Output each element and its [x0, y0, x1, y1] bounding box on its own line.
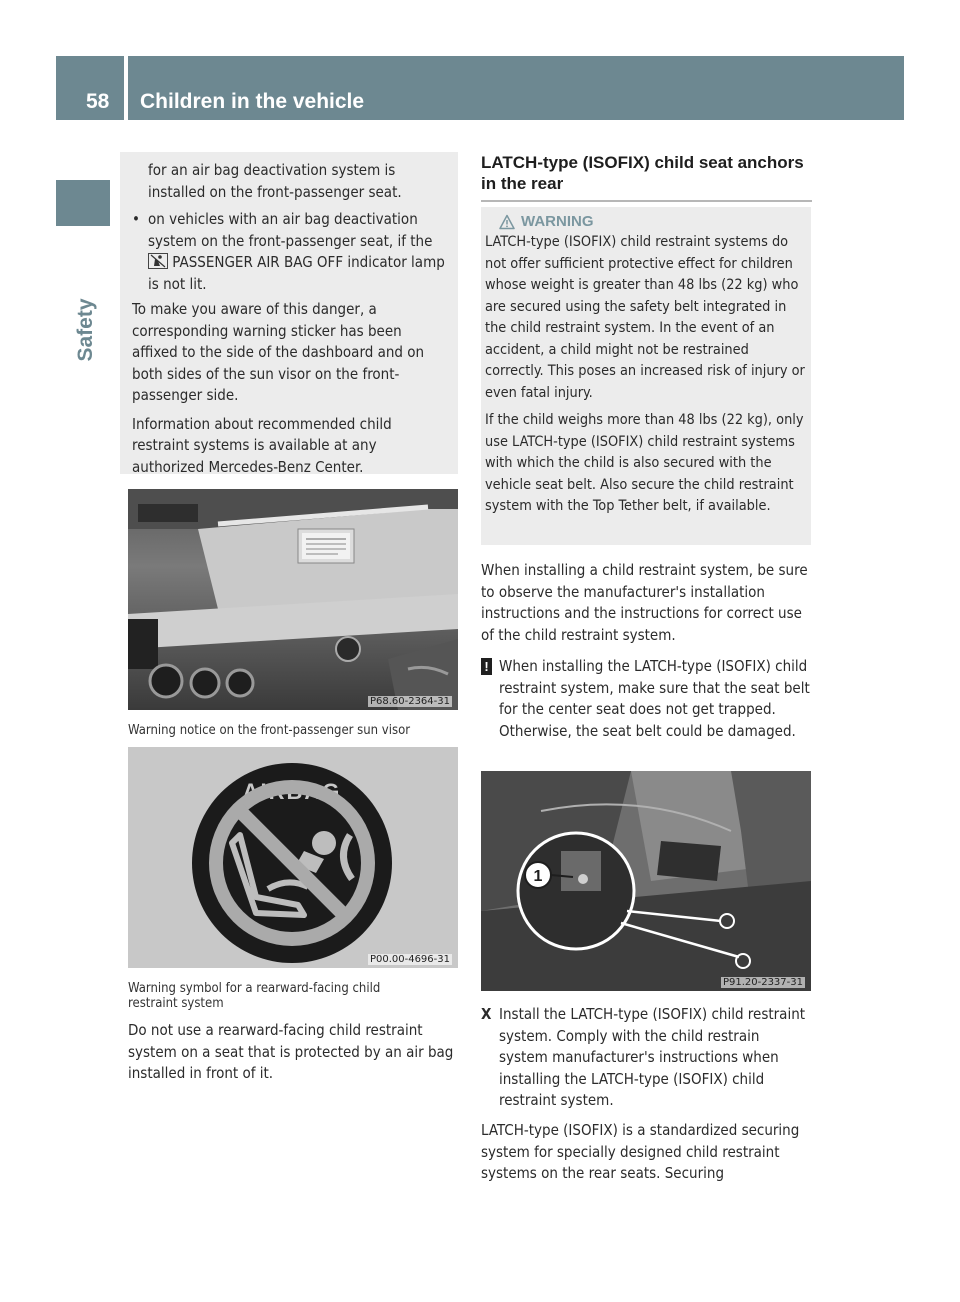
note-exclamation-icon: ! — [481, 658, 492, 675]
airbag-warning-symbol-figure — [128, 747, 458, 968]
note-item — [481, 656, 811, 742]
airbag-warning-symbol — [128, 747, 458, 968]
box-line-1: for an air bag deactivation system is installed on the front-passenger seat. — [148, 161, 402, 201]
page-number-block — [56, 56, 124, 120]
warning-paragraph-2: If the child weighs more than 48 lbs (22 kg), only use LATCH-type (ISOFIX) child restraint systems with which the child is also secured with the vehicle seat belt. Also secure the child restraint system with the Top Tether belt, if available. — [485, 412, 804, 514]
isofix-anchor-illustration — [481, 771, 811, 991]
section-tab-marker — [56, 180, 110, 226]
passenger-airbag-off-icon — [148, 253, 168, 269]
page-number: 58 — [86, 90, 110, 113]
bullet-mark: • — [132, 210, 140, 228]
warning-box — [481, 207, 811, 545]
section-tab-label: Safety — [74, 298, 97, 362]
sun-visor-photo — [128, 489, 458, 710]
bullet-text-cont: PASSENGER AIR BAG OFF indicator lamp is not lit. — [148, 253, 445, 293]
step-marker-icon: X — [481, 1005, 492, 1023]
chapter-header — [128, 56, 904, 120]
figure-caption-1: Warning notice on the front-passenger sun visor — [128, 723, 411, 738]
section-title: LATCH-type (ISOFIX) child seat anchors in the rear — [481, 153, 804, 193]
figure-caption-2: Warning symbol for a rearward-facing child restraint system — [128, 981, 381, 1011]
warning-paragraph-1: LATCH-type (ISOFIX) child restraint systems do not offer sufficient protective effect for children whose weight is greater than 48 lbs (22 kg) who are secured using the safety belt integrated in the child restraint system. In the event of an accident, a child might not be restrained correctly. This poses an increased risk of injury or even fatal injury. — [485, 234, 805, 401]
step-text: Install the LATCH-type (ISOFIX) child restraint system. Comply with the child restrain system manufacturer's instructions when installing the LATCH-type (ISOFIX) child restraint system. — [499, 1005, 806, 1109]
instruction-step — [481, 1004, 811, 1112]
body-paragraph-right-2: LATCH-type (ISOFIX) is a standardized securing system for specially designed child restraint systems on the rear seats. Securing — [481, 1121, 800, 1182]
body-paragraph-left: Do not use a rearward-facing child restraint system on a seat that is protected by an air bag installed in front of it. — [128, 1021, 454, 1082]
warning-triangle-icon — [499, 214, 515, 230]
body-paragraph-right-1: When installing a child restraint system, be sure to observe the manufacturer's installation instructions and the instructions for correct use of the child restraint system. — [481, 561, 808, 644]
box-paragraph-1: To make you aware of this danger, a corresponding warning sticker has been affixed to the side of the dashboard and on both sides of the sun visor on the front-passenger side. — [132, 300, 425, 404]
figure-code: P91.20-2337-31 — [722, 977, 803, 988]
airbag-symbol-text: AIRBAG — [242, 779, 342, 804]
box-paragraph-2: Information about recommended child restraint systems is available at any authorized Mercedes-Benz Center. — [132, 414, 392, 476]
note-text: When installing the LATCH-type (ISOFIX) child restraint system, make sure that the seat belt for the center seat does not get trapped. Otherwise, the seat belt could be damaged. — [499, 657, 810, 740]
continued-warning-box — [120, 152, 458, 474]
isofix-anchor-photo — [481, 771, 811, 991]
bullet-text: on vehicles with an air bag deactivation system on the front-passenger seat, if the — [148, 210, 433, 250]
figure-code: P00.00-4696-31 — [369, 954, 450, 965]
figure-code: P68.60-2364-31 — [369, 696, 450, 707]
callout-number: 1 — [533, 868, 543, 885]
warning-header — [485, 213, 805, 230]
bullet-item — [132, 209, 446, 295]
warning-title: WARNING — [521, 213, 594, 230]
title-rule — [481, 200, 812, 202]
sun-visor-illustration — [128, 489, 458, 710]
chapter-title: Children in the vehicle — [140, 90, 365, 113]
